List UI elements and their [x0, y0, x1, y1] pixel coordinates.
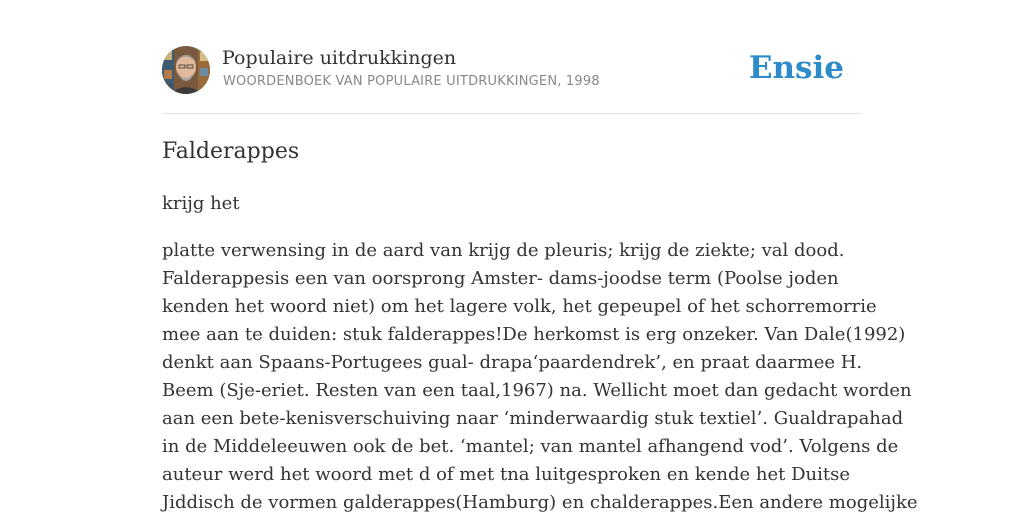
body-line: platte verwensing in de aard van krijg de pleuris; krijg de ziekte; val dood.: [162, 240, 845, 261]
entry-body: [162, 237, 918, 512]
body-line: in de Middeleeuwen ook de bet. ‘mantel; van mantel afhangend vod’. Volgens de: [162, 436, 899, 457]
header-divider: [162, 113, 862, 114]
body-line: kenden het woord niet) om het lagere volk, het gepeupel of het schorremorrie: [162, 296, 877, 317]
author-avatar[interactable]: [162, 46, 210, 94]
body-line: Beem (Sje-eriet. Resten van een taal,1967) na. Wellicht moet dan gedacht worden: [162, 380, 912, 401]
body-line: denkt aan Spaans-Portugees gual- drapa‘paardendrek’, en praat daarmee H.: [162, 352, 863, 373]
body-line: Falderappesis een van oorsprong Amster- dams-joodse term (Poolse joden: [162, 268, 839, 289]
body-line: aan een bete-kenisverschuiving naar ‘minderwaardig stuk textiel’. Gualdrapahad: [162, 408, 904, 429]
body-line: Jiddisch de vormen galderappes(Hamburg) en chalderappes.Een andere mogelijke: [162, 492, 918, 512]
entry-title: Falderappes: [162, 139, 300, 164]
source-title[interactable]: Populaire uitdrukkingen: [222, 47, 457, 69]
body-line: auteur werd het woord met d of met tna luitgesproken en kende het Duitse: [162, 464, 850, 485]
body-line: mee aan te duiden: stuk falderappes!De herkomst is erg onzeker. Van Dale(1992): [162, 324, 906, 345]
source-subtitle[interactable]: WOORDENBOEK VAN POPULAIRE UITDRUKKINGEN, 1998: [223, 74, 600, 89]
entry-subtitle: krijg het: [162, 193, 240, 214]
author-portrait-icon: [162, 46, 210, 94]
source-header: [162, 46, 862, 96]
ensie-logo[interactable]: Ensie: [748, 50, 844, 86]
